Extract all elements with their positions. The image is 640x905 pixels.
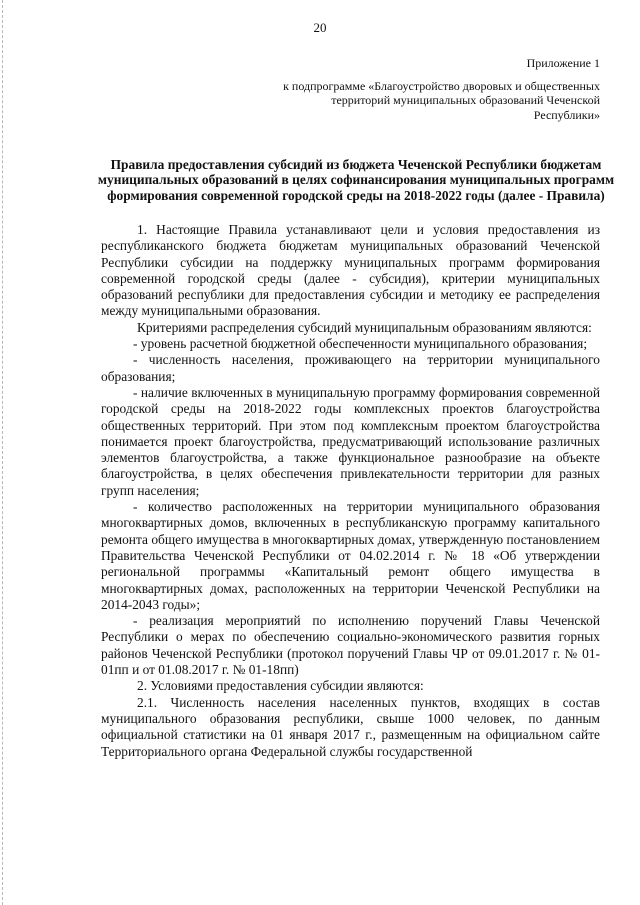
criteria-item: - реализация мероприятий по исполнению поручений Главы Чеченской Республики о мерах по обеспечению социально-экономического развития горных районов Чеченской Республики (протокол поручений Главы ЧР от 09.01.2017 г. № 01-01пп и от 01.08.2017 г. № 01-18пп): [101, 613, 600, 678]
document-title: Правила предоставления субсидий из бюджета Чеченской Республики бюджетам муниципальных образований в целях софинансирования муниципальных программ формирования современной городской среды на 2018-2022 годы (далее - Правила): [97, 157, 615, 203]
criteria-item: - уровень расчетной бюджетной обеспеченности муниципального образования;: [133, 336, 588, 352]
page-binding-edge: [2, 0, 6, 905]
paragraph-criteria: Критериями распределения субсидий муниципальным образованиям являются:: [137, 319, 592, 335]
paragraph-2-1: 2.1. Численность населения населенных пунктов, входящих в состав муниципального образования республики, свыше 1000 человек, по данным официальной статистики на 01 января 2017 г., размещенным на официальном сайте Территориального органа Федеральной службы государственной: [101, 694, 600, 759]
criteria-item: - количество расположенных на территории муниципального образования многоквартирных домов, включенных в республиканскую программу капитального ремонта общего имущества в многоквартирных домах, утвержденную постановлением Правительства Чеченской Республики от 04.02.2014 г. № 18 «Об утверждении региональной программы «Капитальный ремонт общего имущества в многоквартирных домах, расположенных на территории Чеченской Республики на 2014-2043 годы»;: [101, 499, 600, 612]
paragraph-1: 1. Настоящие Правила устанавливают цели и условия предоставления из республиканского бюджета бюджетам муниципальных образований Чеченской Республики субсидии на поддержку муниципальных программ формирования современной городской среды (далее - субсидия), критерии муниципальных образований республики для предоставления субсидии и методику ее распределения между муниципальными образования.: [101, 222, 600, 319]
appendix-title: Приложение 1: [526, 56, 600, 70]
document-body: [101, 222, 600, 760]
appendix-subtitle: к подпрограмме «Благоустройство дворовых и общественных территорий муниципальных образований Чеченской Республики»: [283, 78, 600, 122]
page-number: 20: [313, 20, 327, 35]
paragraph-2: 2. Условиями предоставления субсидии являются:: [137, 678, 424, 694]
criteria-item: - наличие включенных в муниципальную программу формирования современной городской среды на 2018-2022 годы комплексных проектов благоустройства общественных территорий. При этом под комплексным проектом благоустройства понимается проект благоустройства, предусматривающий использование различных элементов благоустройства, а также функциональное разнообразие на объекте благоустройства, в целях обеспечения привлекательности территории для разных групп населения;: [101, 384, 600, 498]
criteria-item: - численность населения, проживающего на территории муниципального образования;: [101, 352, 600, 384]
appendix-header: [280, 56, 600, 122]
